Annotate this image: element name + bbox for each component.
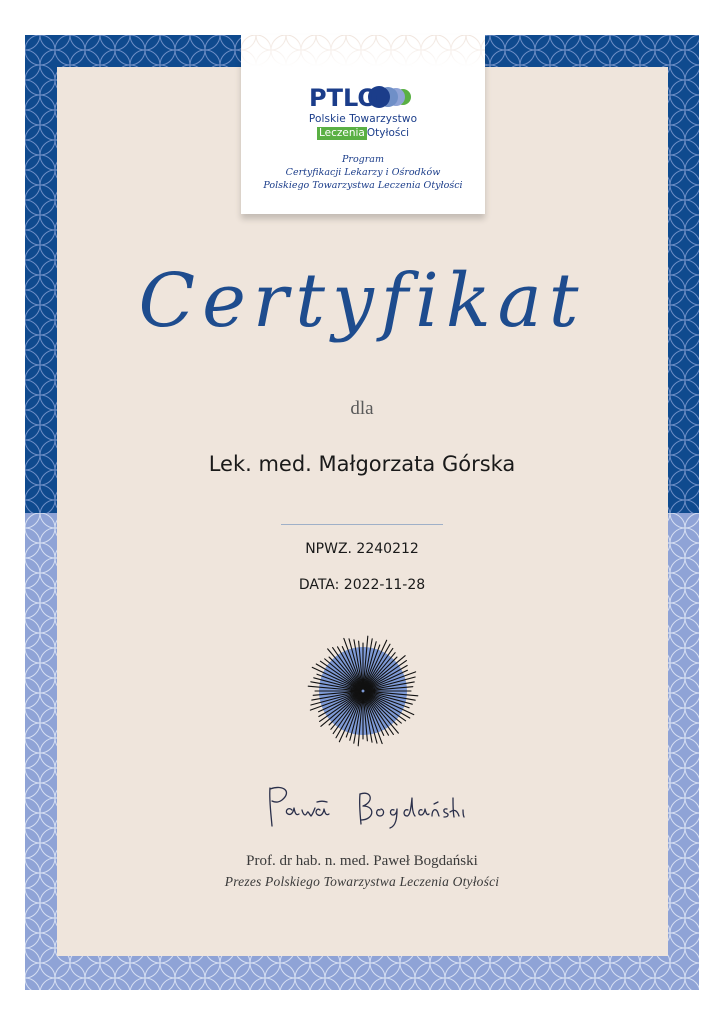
logo-highlight-word: Leczenia [318,127,365,139]
logo-org-line1: Polskie Towarzystwo [308,113,418,125]
signature-image [262,780,467,835]
for-label: dla [350,398,374,419]
recipient-name: Lek. med. Małgorzata Górska [208,452,516,476]
logo-card-pattern [241,35,485,67]
seal-icon [304,632,422,750]
logo-rest-word: Otyłości [366,127,410,139]
issue-date: DATA: 2022-11-28 [298,577,426,593]
signer-role: Prezes Polskiego Towarzystwa Leczenia Otyłości [224,874,500,889]
ptlo-logo-text: PTLO [309,84,378,112]
program-line2: Certyfikacji Lekarzy i Ośrodków [285,167,441,178]
logo-card [241,35,485,214]
ptlo-logo-mark [307,83,419,113]
program-description [241,153,485,192]
certificate-title: Certyfikat [138,258,586,344]
program-line1: Program [342,154,384,165]
signer-name: Prof. dr hab. n. med. Paweł Bogdański [246,853,478,869]
divider-line [281,524,443,525]
logo-org-line2 [241,127,485,140]
npwz-number: NPWZ. 2240212 [305,541,419,557]
program-line3: Polskiego Towarzystwa Leczenia Otyłości [263,180,463,191]
